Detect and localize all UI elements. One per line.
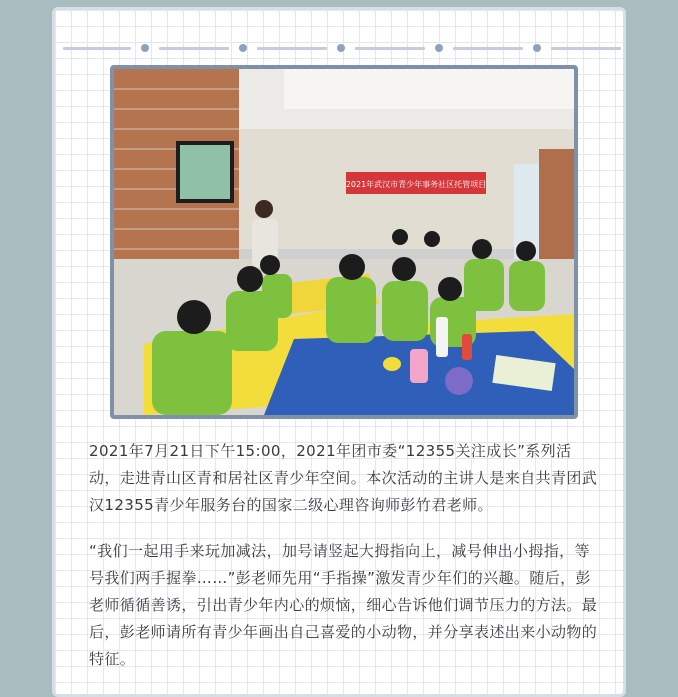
decorative-divider	[63, 44, 623, 52]
article-paragraph-1: 2021年7月21日下午15:00，2021年团市委“12355关注成长”系列活动，走进青山区青和居社区青少年空间。本次活动的主讲人是来自共青团武汉12355青少年服务台的国家二级心理咨询师彭竹君老师。	[89, 442, 598, 514]
article-card	[52, 7, 626, 697]
activity-photo	[110, 65, 578, 419]
photo-banner-text: 2021年武汉市青少年事务社区托管项目	[345, 180, 487, 189]
article-paragraph-2: “我们一起用手来玩加减法，加号请竖起大拇指向上，减号伸出小拇指，等号我们两手握拳……”彭老师先用“手指操”激发青少年们的兴趣。随后，彭老师循循善诱，引出青少年内心的烦恼，细心告诉他们调节压力的方法。最后，彭老师请所有青少年画出自己喜爱的小动物，并分享表述出来小动物的特征。	[89, 542, 598, 668]
classroom-photo-illustration	[114, 69, 574, 415]
